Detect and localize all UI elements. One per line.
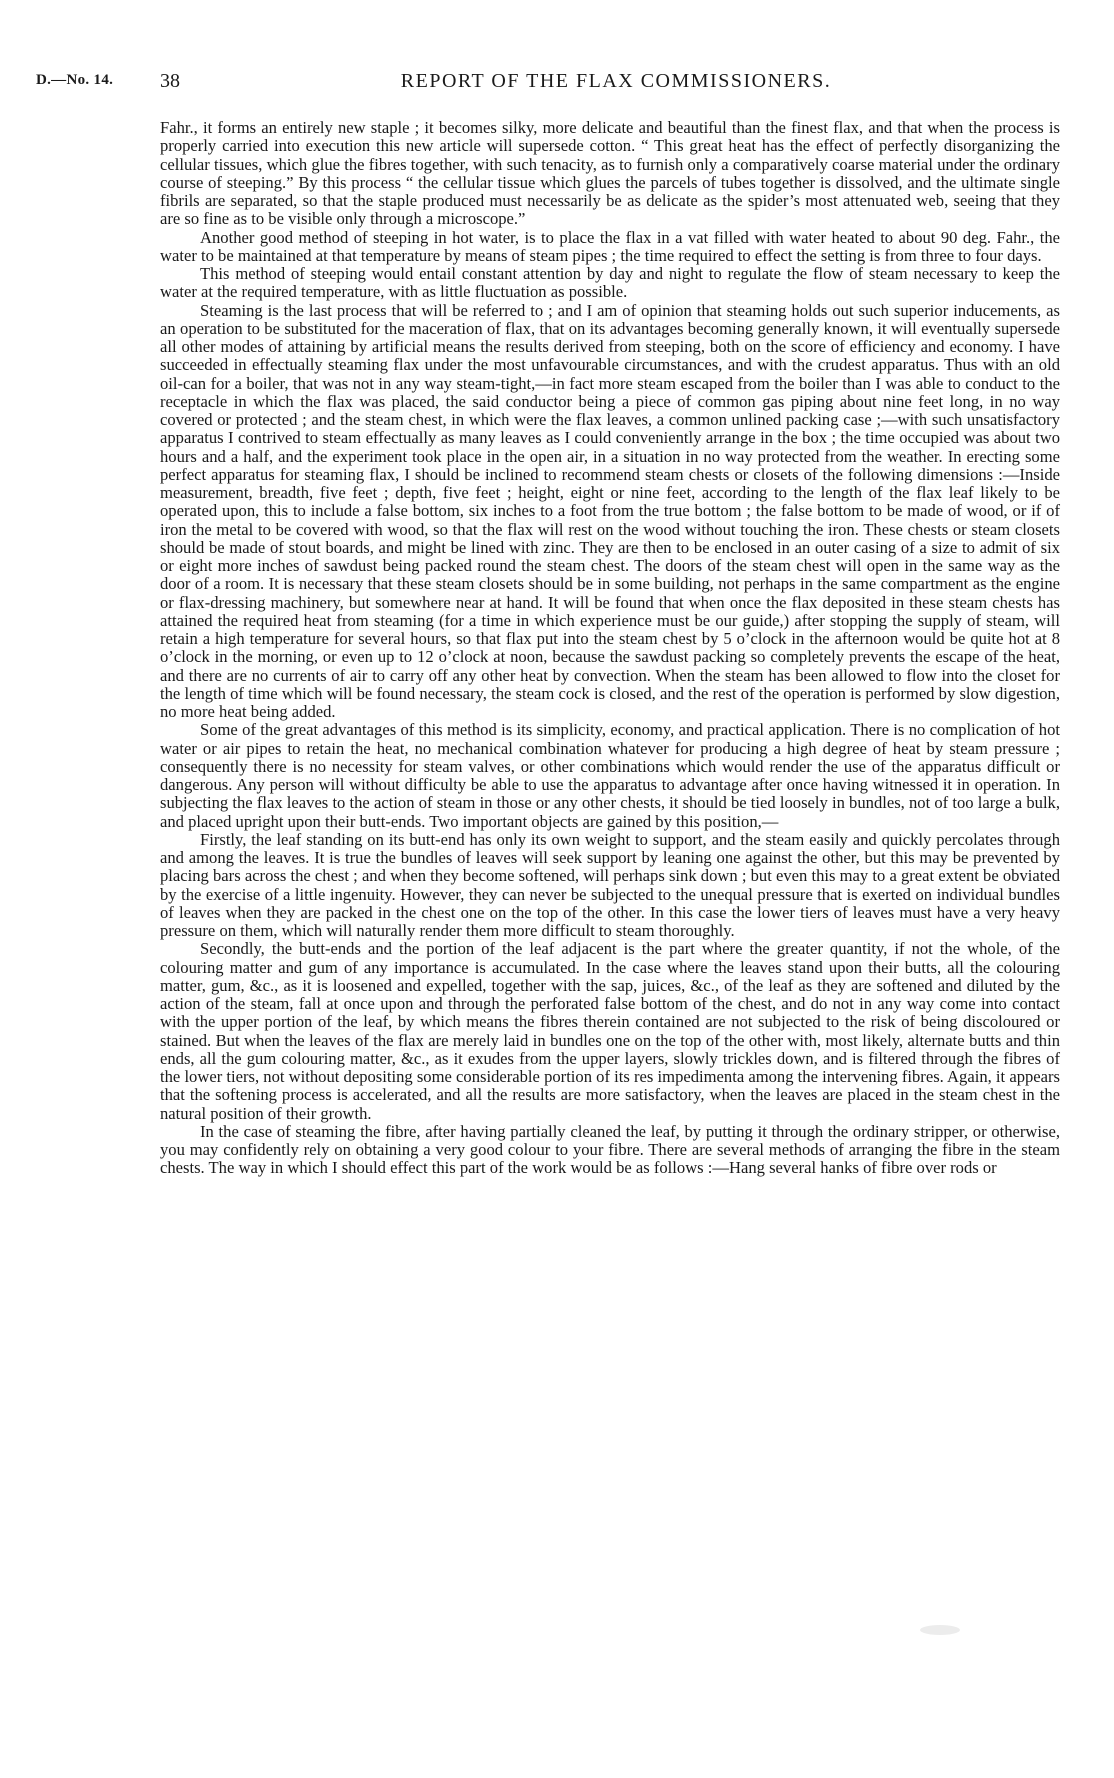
paragraph: Some of the great advantages of this method is its simplicity, economy, and practical application. There is no complication of hot water or air pipes to retain the heat, no mechanical combination whatever for producing a high degree of heat by steam pressure ; consequently there is no necessity for steam valves, or other combinations which would render the use of the apparatus difficult or dangerous. Any person will without difficulty be able to use the apparatus to advantage after once having witnessed it in operation. In subjecting the flax leaves to the action of steam in those or any other chests, it should be tied loosely in bundles, not of too large a bulk, and placed upright upon their butt-ends. Two important objects are gained by this position,— bbox=[160, 720, 1060, 831]
page-title: REPORT OF THE FLAX COMMISSIONERS. bbox=[400, 70, 832, 92]
paragraph: This method of steeping would entail constant attention by day and night to regulate the flow of steam necessary to keep the water at the required temperature, with as little fluctuation as possible. bbox=[160, 264, 1060, 302]
page-number: 38 bbox=[160, 70, 180, 92]
paragraph: In the case of steaming the fibre, after having partially cleaned the leaf, by putting it through the ordinary stripper, or otherwise, you may confidently rely on obtaining a very good colour to your fibre. There are several methods of arranging the fibre in the steam chests. The way in which I should effect this part of the work would be as follows :—Hang several hanks of fibre over rods or bbox=[160, 1121, 1060, 1178]
paragraph: Firstly, the leaf standing on its butt-end has only its own weight to support, and the steam easily and quickly percolates through and among the leaves. It is true the bundles of leaves will seek support by leaning one against the other, but this may be prevented by placing bars across the chest ; and when they become softened, will perhaps sink down ; but even this may to a great extent be obviated by the exercise of a little ingenuity. However, they can never be subjected to the unequal pressure that is exerted on individual bundles of leaves when they are packed in the chest one on the top of the other. In this case the lower tiers of leaves must have a very heavy pressure on them, which will naturally render them more difficult to steam thoroughly. bbox=[160, 829, 1060, 940]
paragraph: Fahr., it forms an entirely new staple ; it becomes silky, more delicate and beautiful than the finest flax, and that when the process is properly carried into execution this new article will supersede cotton. “ This great heat has the effect of perfectly disorganizing the cellular tissues, which glue the fibres together, with such tenacity, as to furnish only a comparatively coarse material under the ordinary course of steeping.” By this process “ the cellular tissue which glues the parcels of tubes together is dissolved, and the ultimate single fibrils are separated, so that the staple produced must necessarily be as delicate as the spider’s most attenuated web, seeing that they are so fine as to be visible only through a microscope.” bbox=[160, 118, 1060, 229]
body-text bbox=[160, 119, 1060, 1178]
paragraph: Steaming is the last process that will be referred to ; and I am of opinion that steaming holds out such superior inducements, as an operation to be substituted for the maceration of flax, that on its advantages becoming generally known, it will eventually supersede all other modes of attaining by artificial means the results derived from steeping, both on the score of efficiency and economy. I have succeeded in effectually steaming flax under the most unfavourable circumstances, and with the crudest apparatus. Thus with an old oil-can for a boiler, that was not in any way steam-tight,—in fact more steam escaped from the boiler than I was able to conduct to the receptacle in which the flax was placed, the said conductor being a piece of common gas piping about nine feet long, in no way covered or protected ; and the steam chest, in which were the flax leaves, a common unlined packing case ;—with such unsatisfactory apparatus I contrived to steam effectually as many leaves as I could conveniently arrange in the box ; the time occupied was about two hours and a half, and the experiment took place in the open air, in a situation in no way protected from the weather. In erecting some perfect apparatus for steaming flax, I should be inclined to recommend steam chests or closets of the following dimensions :—Inside measurement, breadth, five feet ; depth, five feet ; height, eight or nine feet, according to the length of the flax leaf likely to be operated upon, this to include a false bottom, six inches to a foot from the true bottom ; the false bottom to be made of wood, or if of iron the metal to be covered with wood, so that the flax will rest on the wood without touching the iron. These chests or steam closets should be made of stout boards, and might be lined with zinc. They are then to be enclosed in an outer casing of a size to admit of six or eight more inches of sawdust being packed round the steam chest. The doors of the steam chest will open in the same way as the door of a room. It is necessary that these steam closets should be in some building, not perhaps in the same compartment as the engine or flax-dressing machinery, but somewhere near at hand. It will be found that when once the flax deposited in these steam chests has attained the required heat from steaming (for a time in which experience must be our guide,) after stopping the supply of steam, will retain a high temperature for several hours, so that flax put into the steam chest by 5 o’clock in the afternoon would be quite hot at 8 o’clock in the morning, or even up to 12 o’clock at noon, because the sawdust packing so completely prevents the escape of the heat, and there are no currents of air to carry off any other heat by convection. When the steam has been allowed to flow into the closet for the length of time which will be found necessary, the steam cock is closed, and the rest of the operation is performed by slow digestion, no more heat being added. bbox=[160, 300, 1060, 721]
scan-smudge bbox=[920, 1625, 960, 1635]
page-header bbox=[36, 70, 1056, 102]
paragraph: Another good method of steeping in hot water, is to place the flax in a vat filled with water heated to about 90 deg. Fahr., the water to be maintained at that temperature by means of steam pipes ; the time required to effect the setting is from three to four days. bbox=[160, 227, 1060, 265]
document-reference: D.—No. 14. bbox=[36, 72, 114, 88]
paragraph: Secondly, the butt-ends and the portion of the leaf adjacent is the part where the greater quantity, if not the whole, of the colouring matter and gum of any importance is accumulated. In the case where the leaves stand upon their butts, all the colouring matter, gum, &c., as it is loosened and expelled, together with the sap, juices, &c., of the leaf as they are softened and diluted by the action of the steam, fall at once upon and through the perforated false bottom of the chest, and do not in any way come into contact with the upper portion of the leaf, by which means the fibres therein contained are not subjected to the risk of being discoloured or stained. But when the leaves of the flax are merely laid in bundles one on the top of the other with, most likely, alternate butts and thin ends, all the gum colouring matter, &c., as it exudes from the upper layers, slowly trickles down, and is filtered through the fibres of the lower tiers, not without depositing some considerable portion of its res impedimenta among the intervening fibres. Again, it appears that the softening process is accelerated, and all the results are more satisfactory, when the leaves are placed in the steam chest in the natural position of their growth. bbox=[160, 939, 1060, 1123]
